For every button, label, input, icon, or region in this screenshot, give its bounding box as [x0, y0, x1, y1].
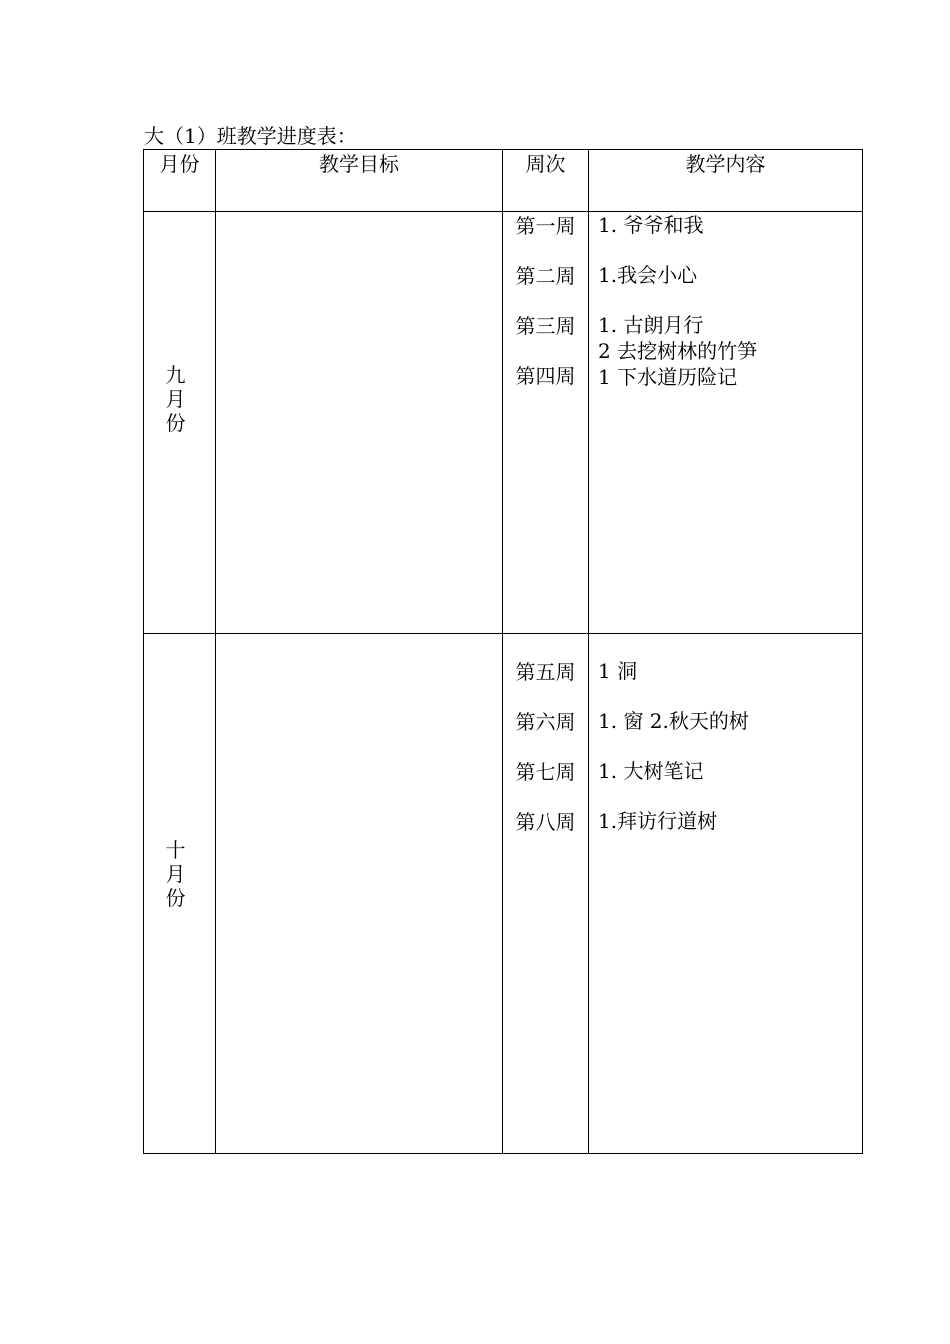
month-label: 十月份 [165, 837, 186, 910]
week-item: 第八周 [515, 810, 576, 834]
content-item: 1. 窗 2.秋天的树 [598, 709, 749, 733]
week-cell-september [503, 212, 589, 634]
goal-cell-october [216, 634, 503, 1154]
week-item: 第二周 [515, 264, 576, 288]
content-item: 2 去挖树林的竹笋 [598, 339, 758, 363]
teaching-schedule-table [143, 149, 863, 1154]
page-title: 大（1）班教学进度表： [144, 124, 357, 148]
content-item: 1.我会小心 [598, 263, 698, 287]
header-goal: 教学目标 [216, 150, 503, 212]
content-item: 1 下水道历险记 [598, 365, 738, 389]
content-cell-october [589, 634, 863, 1154]
month-cell-september [144, 212, 216, 634]
table-row-september [144, 212, 863, 634]
content-item: 1 洞 [598, 659, 638, 683]
week-item: 第一周 [515, 214, 576, 238]
table-header-row [144, 150, 863, 212]
header-content: 教学内容 [589, 150, 863, 212]
week-item: 第六周 [515, 710, 576, 734]
content-cell-september [589, 212, 863, 634]
week-cell-october [503, 634, 589, 1154]
content-item: 1. 爷爷和我 [598, 213, 704, 237]
table-row-october [144, 634, 863, 1154]
content-item: 1. 大树笔记 [598, 759, 704, 783]
goal-cell-september [216, 212, 503, 634]
header-week: 周次 [503, 150, 589, 212]
content-item: 1.拜访行道树 [598, 809, 718, 833]
month-label: 九月份 [165, 362, 186, 435]
week-item: 第四周 [515, 364, 576, 388]
week-item: 第三周 [515, 314, 576, 338]
header-month: 月份 [144, 150, 216, 212]
content-item: 1. 古朗月行 [598, 313, 704, 337]
week-item: 第五周 [515, 660, 576, 684]
week-item: 第七周 [515, 760, 576, 784]
month-cell-october [144, 634, 216, 1154]
